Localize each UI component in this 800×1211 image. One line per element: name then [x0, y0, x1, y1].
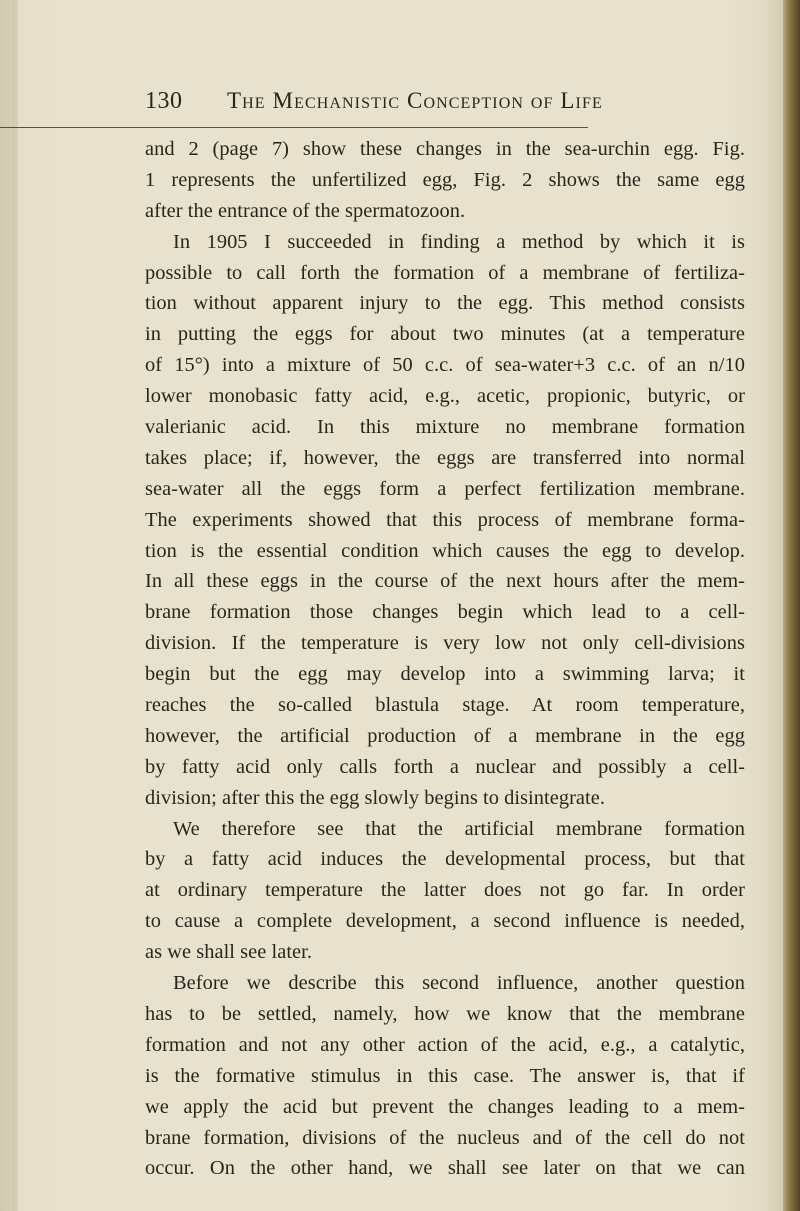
text-line: In all these eggs in the course of the next hours after the mem-	[145, 570, 745, 593]
text-line: division. If the temperature is very low not only cell-divisions	[145, 632, 745, 655]
text-line: reaches the so-called blastula stage. At room temperature,	[145, 694, 745, 717]
text-line: The experiments showed that this process of membrane forma-	[145, 508, 745, 531]
text-line: sea-water all the eggs form a perfect fertilization membrane.	[145, 477, 745, 500]
text-line: brane formation those changes begin which lead to a cell-	[145, 601, 745, 624]
page-right-shadow	[765, 0, 783, 1211]
text-line: begin but the egg may develop into a swimming larva; it	[145, 663, 745, 686]
header-rule	[0, 127, 588, 128]
text-line: takes place; if, however, the eggs are transferred into normal	[145, 446, 745, 469]
text-line: Before we describe this second influence, another question	[173, 972, 745, 995]
text-line: possible to call forth the formation of a membrane of fertiliza-	[145, 261, 745, 284]
text-line: and 2 (page 7) show these changes in the sea-urchin egg. Fig.	[145, 138, 745, 160]
text-line: valerianic acid. In this mixture no membrane formation	[145, 416, 745, 439]
text-line: we apply the acid but prevent the changes leading to a mem-	[145, 1095, 745, 1118]
text-line: as we shall see later.	[145, 941, 312, 964]
text-line: formation and not any other action of the acid, e.g., a catalytic,	[145, 1033, 745, 1056]
text-line: at ordinary temperature the latter does not go far. In order	[145, 879, 745, 902]
text-line: occur. On the other hand, we shall see later on that we can	[145, 1157, 745, 1180]
text-line: brane formation, divisions of the nucleus and of the cell do not	[145, 1126, 745, 1149]
running-title: The Mechanistic Conception of Life	[227, 88, 603, 113]
text-line: by fatty acid only calls forth a nuclear and possibly a cell-	[145, 755, 745, 778]
text-line: In 1905 I succeeded in finding a method by which it is	[173, 230, 745, 253]
text-line: division; after this the egg slowly begins to disintegrate.	[145, 786, 605, 809]
text-line: has to be settled, namely, how we know that the membrane	[145, 1002, 745, 1025]
text-line: however, the artificial production of a membrane in the egg	[145, 724, 745, 747]
text-line: in putting the eggs for about two minutes (at a temperature	[145, 323, 745, 346]
text-line: after the entrance of the spermatozoon.	[145, 199, 466, 222]
body-text	[145, 134, 745, 1184]
page-binding-edge	[0, 0, 18, 1211]
page-header	[145, 88, 735, 124]
text-line: of 15°) into a mixture of 50 c.c. of sea-water+3 c.c. of an n/10	[145, 354, 745, 377]
text-line: to cause a complete development, a second influence is needed,	[145, 910, 745, 933]
text-line: tion without apparent injury to the egg. This method consists	[145, 292, 745, 315]
book-edge	[783, 0, 800, 1211]
text-line: We therefore see that the artificial membrane formation	[173, 817, 745, 840]
text-line: 1 represents the unfertilized egg, Fig. 2 shows the same egg	[145, 168, 745, 191]
text-line: lower monobasic fatty acid, e.g., acetic, propionic, butyric, or	[145, 385, 745, 408]
text-line: by a fatty acid induces the developmental process, but that	[145, 848, 745, 871]
page-number: 130	[145, 88, 183, 114]
text-line: tion is the essential condition which causes the egg to develop.	[145, 539, 745, 562]
text-line: is the formative stimulus in this case. The answer is, that if	[145, 1064, 745, 1087]
